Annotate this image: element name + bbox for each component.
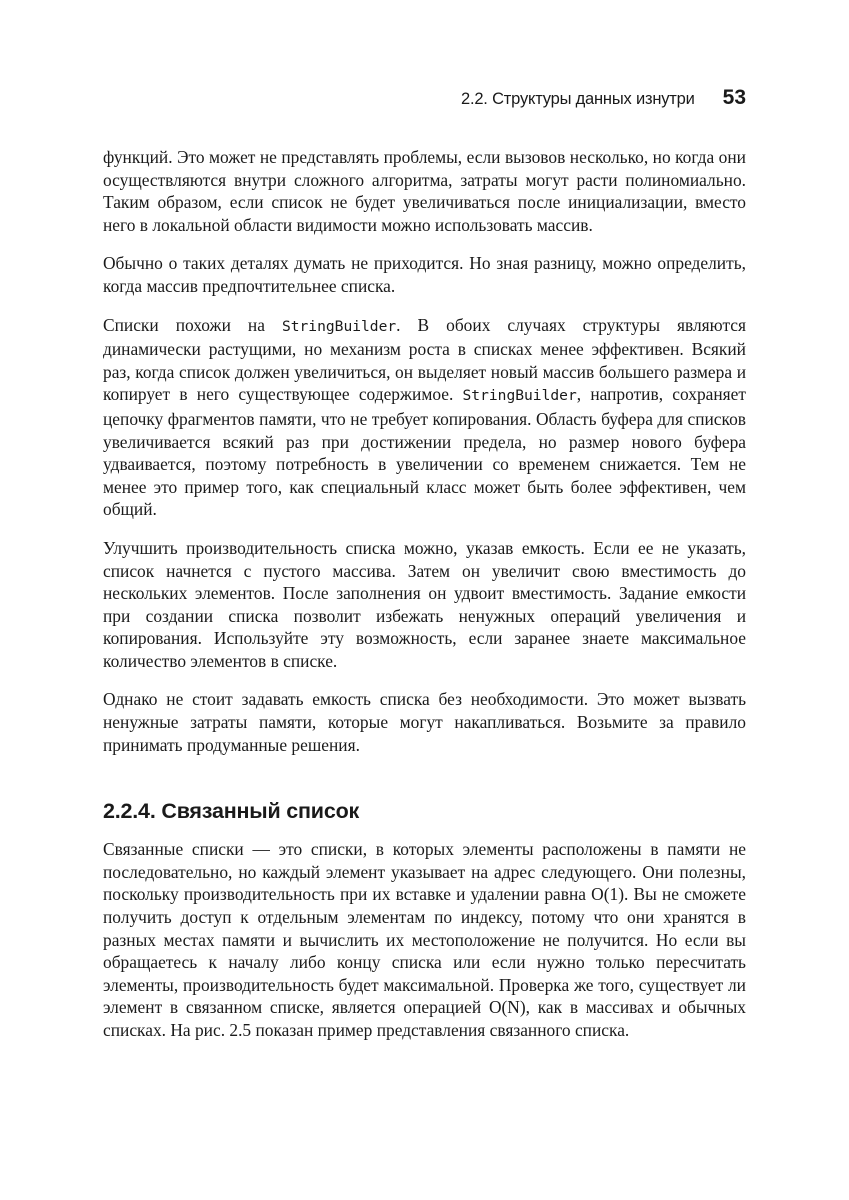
paragraph: Обычно о таких деталях думать не приходится. Но зная разницу, можно определить, когда массив предпочтительнее списка.: [103, 253, 746, 296]
paragraph: Улучшить производительность списка можно, указав емкость. Если ее не указать, список начнется с пустого массива. Затем он увеличит свою вместимость до нескольких элементов. После заполнения он удвоит вместимость. Задание емкости при создании списка позволит избежать ненужных операций увеличения и копирования. Используйте эту возможность, если заранее знаете максимальное количество элементов в списке.: [103, 537, 746, 671]
inline-code: StringBuilder: [281, 317, 397, 335]
paragraph: Связанные списки — это списки, в которых элементы расположены в памяти не последовательно, но каждый элемент указывает на адрес следующего. Они полезны, поскольку производительность при их вставке и удалении равна O(1). Вы не сможете получить доступ к отдельным элементам по индексу, потому что они хранятся в разных местах памяти и вычислить их местоположение не получится. Но если вы обращаетесь к началу либо концу списка или если нужно только пересчитать элементы, производительность будет максимальной. Проверка же того, существует ли элемент в связанном списке, является операцией O(N), как в массивах и обычных списках. На рис. 2.5 показан пример представления связанного списка.: [103, 839, 746, 1040]
paragraph: Однако не стоит задавать емкость списка без необходимости. Это может вызвать ненужные затраты памяти, которые могут накапливаться. Возьмите за правило принимать продуманные решения.: [103, 689, 746, 755]
section-heading: 2.2.4. Связанный список: [103, 799, 360, 824]
paragraph-stringbuilder: [103, 314, 746, 521]
running-header-section-title: 2.2. Структуры данных изнутри: [460, 90, 695, 108]
inline-code: StringBuilder: [462, 387, 577, 405]
paragraph-text: Списки похожи на: [103, 314, 282, 335]
paragraph-text: . В обоих случаях структуры являются динамически растущими, но механизм роста в списках менее эффективен. Всякий раз, когда список должен увеличиться, он выделяет новый массив большего размера и копирует в него существующее содержимое.: [103, 314, 746, 405]
page-body: [103, 146, 746, 1058]
paragraph-text: , напротив, сохраняет цепочку фрагментов памяти, что не требует копирования. Область буфера для списков увеличивается всякий раз при достижении предела, но размер нового буфера удваивается, поэтому потребность в увеличении со временем снижается. Тем не менее это пример того, как специальный класс может быть более эффективен, чем общий.: [103, 384, 746, 520]
page-number: 53: [722, 86, 746, 109]
running-header: [461, 86, 746, 110]
paragraph: функций. Это может не представлять проблемы, если вызовов несколько, но когда они осуществляются внутри сложного алгоритма, затраты могут расти полиномиально. Таким образом, если список не будет увеличиваться после инициализации, вместо него в локальной области видимости можно использовать массив.: [103, 147, 746, 235]
